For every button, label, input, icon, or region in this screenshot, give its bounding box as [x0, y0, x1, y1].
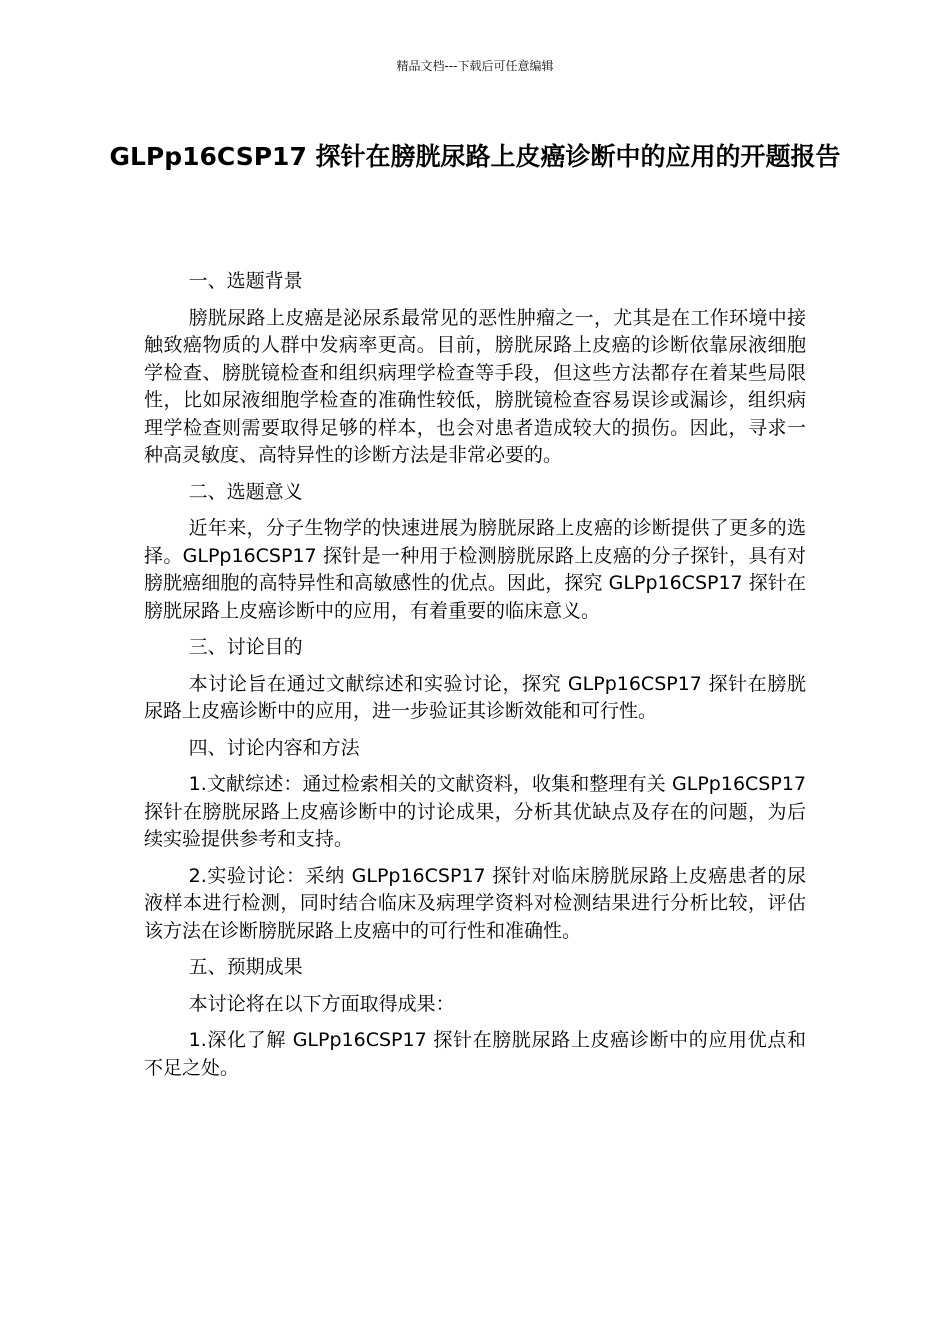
- section-heading-background: 一、选题背景: [188, 270, 303, 292]
- paragraph-background: 膀胱尿路上皮癌是泌尿系最常见的恶性肿瘤之一，尤其是在工作环境中接触致癌物质的人群中发病率更高。目前，膀胱尿路上皮癌的诊断依靠尿液细胞学检查、膀胱镜检查和组织病理学检查等手段，但这些方法都存在着某些局限性，比如尿液细胞学检查的准确性较低，膀胱镜检查容易误诊或漏诊，组织病理学检查则需要取得足够的样本，也会对患者造成较大的损伤。因此，寻求一种高灵敏度、高特异性的诊断方法是非常必要的。: [144, 306, 806, 466]
- paragraph-purpose: 本讨论旨在通过文献综述和实验讨论，探究 GLPp16CSP17 探针在膀胱尿路上皮癌诊断中的应用，进一步验证其诊断效能和可行性。: [144, 672, 806, 722]
- document-title: GLPp16CSP17 探针在膀胱尿路上皮癌诊断中的应用的开题报告: [109, 142, 841, 171]
- document-body: [144, 268, 806, 1091]
- header-note: 精品文档---下载后可任意编辑: [396, 59, 554, 73]
- paragraph-result-1: 1.深化了解 GLPp16CSP17 探针在膀胱尿路上皮癌诊断中的应用优点和不足之处。: [144, 1029, 806, 1079]
- paragraph-literature-review: 1.文献综述：通过检索相关的文献资料，收集和整理有关 GLPp16CSP17 探针在膀胱尿路上皮癌诊断中的讨论成果，分析其优缺点及存在的问题，为后续实验提供参考和支持。: [144, 773, 806, 850]
- paragraph-significance: 近年来，分子生物学的快速进展为膀胱尿路上皮癌的诊断提供了更多的选择。GLPp16CSP17 探针是一种用于检测膀胱尿路上皮癌的分子探针，具有对膀胱癌细胞的高特异性和高敏感性的优点。因此，探究 GLPp16CSP17 探针在膀胱尿路上皮癌诊断中的应用，有着重要的临床意义。: [144, 517, 806, 622]
- section-heading-expected-results: 五、预期成果: [188, 956, 303, 978]
- section-heading-purpose: 三、讨论目的: [188, 636, 303, 658]
- section-heading-methods: 四、讨论内容和方法: [188, 736, 360, 759]
- section-heading-significance: 二、选题意义: [188, 480, 303, 503]
- paragraph-experiment: 2.实验讨论：采纳 GLPp16CSP17 探针对临床膀胱尿路上皮癌患者的尿液样本进行检测，同时结合临床及病理学资料对检测结果进行分析比较，评估该方法在诊断膀胱尿路上皮癌中的可行性和准确性。: [144, 864, 806, 942]
- paragraph-results-intro: 本讨论将在以下方面取得成果：: [188, 992, 455, 1015]
